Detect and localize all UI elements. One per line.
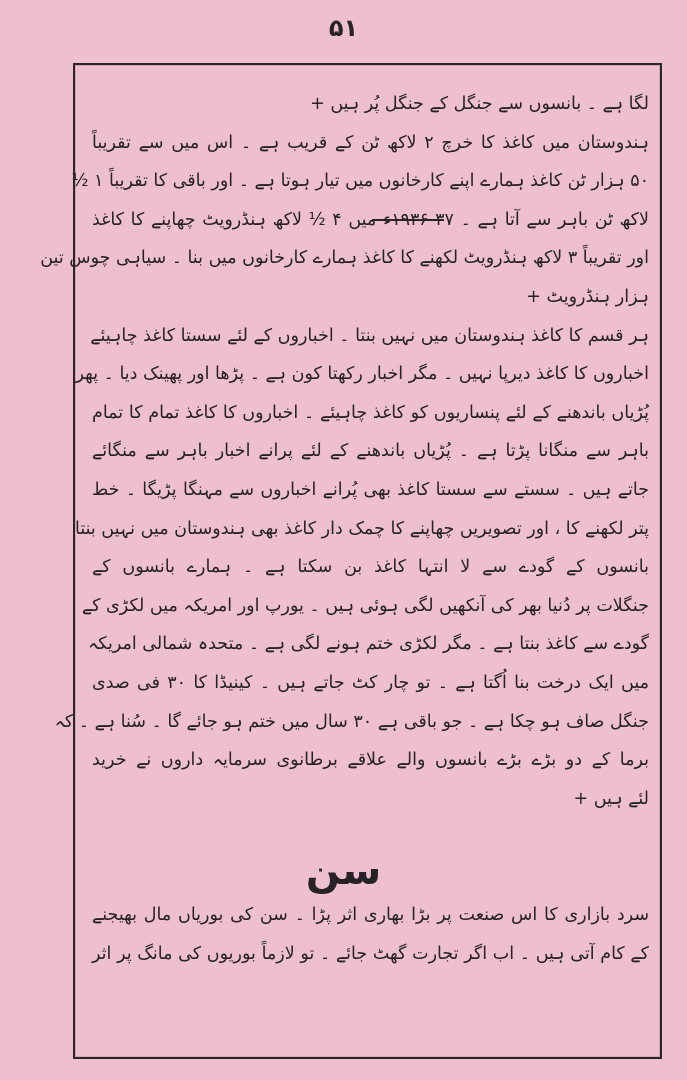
text-line: برما کے دو بڑے بڑے بانسوں والے علاقے برطانوی سرمایہ داروں نے خرید (92, 750, 649, 771)
text-line: میں ایک درخت بنا اُگتا ہے ۔ تو چار کٹ جاتے ہیں ۔ کینیڈا کا ۳۰ فی صدی (92, 672, 649, 693)
section-body-text (92, 896, 649, 973)
body-text (40, 85, 650, 818)
text-line: ۵۰ ہزار ٹن کاغذ ہمارے اپنے کارخانوں میں تیار ہوتا ہے ۔ اور باقی کا تقریباً ۱ ½ (71, 171, 649, 192)
text-line: بانسوں کے گودے سے لا انتہا کاغذ بن سکتا ہے ۔ ہمارے بانسوں کے (92, 557, 649, 578)
text-line: کے کام آتی ہیں ۔ اب اگر تجارت گھٹ جائے ۔ تو لازماً بوریوں کی مانگ پر اثر (92, 943, 649, 964)
text-line: پتر لکھنے کا ، اور تصویریں چھاپنے کا چمک دار کاغذ بھی ہندوستان میں نہیں بنتا (74, 518, 649, 539)
page-number: ۵۱ (328, 14, 359, 42)
text-line: اخباروں کا کاغذ دیرپا نہیں ۔ مگر اخبار رکھتا کون ہے ۔ پڑھا اور پھینک دیا ۔ پھر (75, 364, 649, 385)
text-line: جنگلات پر دُنیا بھر کی آنکھیں لگی ہوئی ہیں ۔ یورپ اور امریکہ میں لکڑی کے (81, 595, 649, 616)
text-line: جنگل صاف ہو چکا ہے ۔ جو باقی ہے ۳۰ سال میں ختم ہو جائے گا ۔ سُنا ہے ۔ کہ (54, 711, 649, 732)
text-line: لئے ہیں + (573, 788, 649, 809)
text-line: ہر قسم کا کاغذ ہندوستان میں نہیں بنتا ۔ اخباروں کے لئے سستا کاغذ چاہیئے (90, 325, 649, 346)
text-line: پُڑیاں باندھنے کے لئے پنساریوں کو کاغذ چاہیئے ۔ اخباروں کا کاغذ تمام کا تمام (92, 402, 649, 423)
text-line: ہزار ہنڈرویٹ + (526, 286, 649, 307)
text-line: سرد بازاری کا اس صنعت پر بڑا بھاری اثر پڑا ۔ سن کی بوریاں مال بھیجنے (92, 905, 649, 925)
text-line: جاتے ہیں ۔ سستے سے سستا کاغذ بھی پُرانے اخباروں سے مہنگا پڑیگا ۔ خط (92, 479, 649, 500)
text-line: باہر سے منگانا پڑتا ہے ۔ پُڑیاں باندھنے کے لئے پرانے اخبار باہر سے منگائے (92, 441, 649, 462)
text-line: لگا ہے ۔ بانسوں سے جنگل کے جنگل پُر ہیں + (310, 94, 649, 114)
text-line: گودے سے کاغذ بنتا ہے ۔ مگر لکڑی ختم ہونے لگی ہے ۔ متحدہ شمالی امریکہ (88, 634, 649, 655)
text-line: اور تقریباً ۳ لاکھ ہنڈرویٹ لکھنے کا کاغذ ہمارے کارخانوں میں بنا ۔ سیاہی چوس تین (40, 248, 649, 269)
text-line: ہندوستان میں کاغذ کا خرچ ۲ لاکھ ٹن کے قریب ہے ۔ اس میں سے تقریباً (92, 132, 650, 153)
section-heading: سن (305, 848, 382, 894)
text-line: لاکھ ٹن باہر سے آتا ہے ۔ ۳۷-۱۹۳۶ء میں ۴ ½ لاکھ ہنڈرویٹ چھاپنے کا کاغذ (92, 209, 649, 230)
